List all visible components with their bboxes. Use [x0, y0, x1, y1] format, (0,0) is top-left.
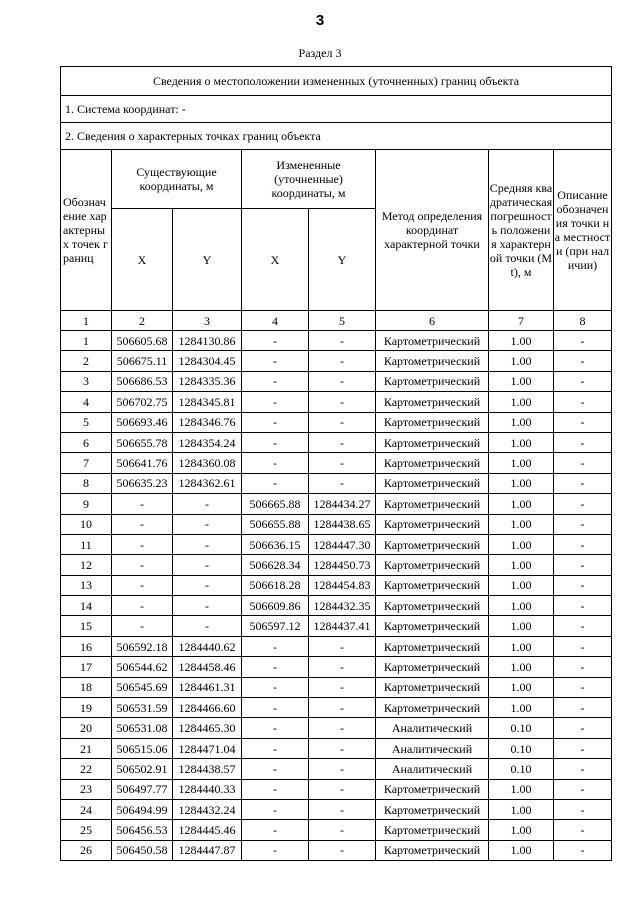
- existing-x: 506545.69: [112, 677, 173, 697]
- changed-x: -: [242, 738, 309, 758]
- table-row: [61, 412, 612, 432]
- description: -: [554, 453, 612, 473]
- existing-x: 506686.53: [112, 371, 173, 391]
- method: Картометрический: [376, 677, 489, 697]
- existing-x: 506702.75: [112, 392, 173, 412]
- table-row: [61, 840, 612, 860]
- changed-x: 506609.86: [242, 596, 309, 616]
- changed-y: -: [309, 779, 376, 799]
- point-number: 17: [61, 657, 112, 677]
- description: -: [554, 473, 612, 493]
- existing-y: 1284466.60: [173, 698, 242, 718]
- table-row: [61, 432, 612, 452]
- table-row: [61, 596, 612, 616]
- header-x-changed: X: [242, 209, 309, 311]
- description: -: [554, 698, 612, 718]
- mean-error: 1.00: [489, 779, 554, 799]
- method: Картометрический: [376, 514, 489, 534]
- mean-error: 1.00: [489, 636, 554, 656]
- existing-x: 506635.23: [112, 473, 173, 493]
- header-description: Описание обозначения точки на местности (при наличии): [554, 150, 612, 311]
- point-number: 5: [61, 412, 112, 432]
- method: Картометрический: [376, 616, 489, 636]
- changed-x: -: [242, 371, 309, 391]
- point-number: 21: [61, 738, 112, 758]
- existing-y: 1284465.30: [173, 718, 242, 738]
- method: Картометрический: [376, 820, 489, 840]
- method: Картометрический: [376, 779, 489, 799]
- table-row: [61, 718, 612, 738]
- existing-x: 506544.62: [112, 657, 173, 677]
- method: Картометрический: [376, 534, 489, 554]
- changed-y: -: [309, 453, 376, 473]
- changed-y: -: [309, 759, 376, 779]
- changed-y: 1284432.35: [309, 596, 376, 616]
- changed-x: -: [242, 473, 309, 493]
- changed-y: 1284450.73: [309, 555, 376, 575]
- point-number: 26: [61, 840, 112, 860]
- header-method: Метод определения координат характерной точки: [376, 150, 489, 311]
- changed-x: -: [242, 636, 309, 656]
- coord-system: 1. Система координат: -: [61, 96, 612, 123]
- mean-error: 1.00: [489, 575, 554, 595]
- method: Картометрический: [376, 575, 489, 595]
- method: Картометрический: [376, 412, 489, 432]
- coord-system-row: [61, 96, 612, 123]
- method: Картометрический: [376, 351, 489, 371]
- description: -: [554, 432, 612, 452]
- column-number: 6: [376, 311, 489, 331]
- method: Картометрический: [376, 494, 489, 514]
- method: Картометрический: [376, 371, 489, 391]
- existing-y: 1284440.62: [173, 636, 242, 656]
- existing-y: 1284445.46: [173, 820, 242, 840]
- changed-y: -: [309, 473, 376, 493]
- mean-error: 1.00: [489, 596, 554, 616]
- point-number: 20: [61, 718, 112, 738]
- table-row: [61, 514, 612, 534]
- existing-x: 506693.46: [112, 412, 173, 432]
- changed-x: -: [242, 718, 309, 738]
- point-number: 4: [61, 392, 112, 412]
- mean-error: 1.00: [489, 799, 554, 819]
- point-number: 7: [61, 453, 112, 473]
- existing-y: 1284360.08: [173, 453, 242, 473]
- description: -: [554, 555, 612, 575]
- existing-x: 506531.59: [112, 698, 173, 718]
- column-number: 2: [112, 311, 173, 331]
- point-number: 13: [61, 575, 112, 595]
- existing-y: -: [173, 616, 242, 636]
- changed-y: -: [309, 799, 376, 819]
- changed-y: -: [309, 657, 376, 677]
- point-number: 8: [61, 473, 112, 493]
- changed-y: -: [309, 331, 376, 351]
- method: Картометрический: [376, 432, 489, 452]
- table-row: [61, 636, 612, 656]
- point-number: 24: [61, 799, 112, 819]
- mean-error: 1.00: [489, 820, 554, 840]
- point-number: 6: [61, 432, 112, 452]
- header-error: Средняя квадратическая погрешность положения характерной точки (Mt), м: [489, 150, 554, 311]
- changed-x: -: [242, 799, 309, 819]
- description: -: [554, 759, 612, 779]
- table-row: [61, 779, 612, 799]
- mean-error: 1.00: [489, 412, 554, 432]
- mean-error: 1.00: [489, 555, 554, 575]
- existing-y: 1284432.24: [173, 799, 242, 819]
- changed-y: -: [309, 412, 376, 432]
- existing-y: 1284346.76: [173, 412, 242, 432]
- changed-x: -: [242, 432, 309, 452]
- point-number: 18: [61, 677, 112, 697]
- mean-error: 1.00: [489, 677, 554, 697]
- existing-x: 506450.58: [112, 840, 173, 860]
- mean-error: 1.00: [489, 616, 554, 636]
- description: -: [554, 392, 612, 412]
- page-number: 3: [315, 12, 325, 29]
- changed-x: 506636.15: [242, 534, 309, 554]
- changed-y: -: [309, 738, 376, 758]
- existing-y: 1284458.46: [173, 657, 242, 677]
- points-heading: 2. Сведения о характерных точках границ объекта: [61, 123, 612, 150]
- existing-y: -: [173, 494, 242, 514]
- changed-y: -: [309, 698, 376, 718]
- existing-x: -: [112, 616, 173, 636]
- changed-y: 1284434.27: [309, 494, 376, 514]
- header-y-changed: Y: [309, 209, 376, 311]
- changed-y: -: [309, 820, 376, 840]
- column-number: 8: [554, 311, 612, 331]
- point-number: 25: [61, 820, 112, 840]
- existing-x: 506592.18: [112, 636, 173, 656]
- point-number: 1: [61, 331, 112, 351]
- existing-x: 506502.91: [112, 759, 173, 779]
- existing-y: 1284440.33: [173, 779, 242, 799]
- description: -: [554, 799, 612, 819]
- changed-x: -: [242, 698, 309, 718]
- table-row: [61, 534, 612, 554]
- table-title-row: [61, 67, 612, 96]
- changed-y: -: [309, 677, 376, 697]
- method: Аналитический: [376, 759, 489, 779]
- existing-y: 1284304.45: [173, 351, 242, 371]
- mean-error: 0.10: [489, 759, 554, 779]
- existing-x: -: [112, 494, 173, 514]
- changed-y: -: [309, 432, 376, 452]
- changed-y: -: [309, 392, 376, 412]
- column-number: 3: [173, 311, 242, 331]
- changed-x: 506628.34: [242, 555, 309, 575]
- description: -: [554, 575, 612, 595]
- description: -: [554, 820, 612, 840]
- table-row: [61, 759, 612, 779]
- mean-error: 1.00: [489, 534, 554, 554]
- existing-y: 1284335.36: [173, 371, 242, 391]
- changed-x: 506665.88: [242, 494, 309, 514]
- existing-x: 506531.08: [112, 718, 173, 738]
- existing-x: -: [112, 575, 173, 595]
- description: -: [554, 494, 612, 514]
- changed-y: -: [309, 371, 376, 391]
- header-existing: Существующие координаты, м: [112, 150, 242, 209]
- existing-y: 1284130.86: [173, 331, 242, 351]
- description: -: [554, 514, 612, 534]
- existing-y: 1284345.81: [173, 392, 242, 412]
- description: -: [554, 718, 612, 738]
- changed-y: -: [309, 840, 376, 860]
- method: Картометрический: [376, 555, 489, 575]
- changed-y: 1284454.83: [309, 575, 376, 595]
- table-row: [61, 738, 612, 758]
- point-number: 15: [61, 616, 112, 636]
- mean-error: 1.00: [489, 657, 554, 677]
- table-row: [61, 677, 612, 697]
- changed-x: 506618.28: [242, 575, 309, 595]
- header-y-existing: Y: [173, 209, 242, 311]
- existing-y: -: [173, 514, 242, 534]
- description: -: [554, 412, 612, 432]
- changed-x: -: [242, 657, 309, 677]
- existing-x: 506655.78: [112, 432, 173, 452]
- column-number: 1: [61, 311, 112, 331]
- point-number: 16: [61, 636, 112, 656]
- changed-x: -: [242, 779, 309, 799]
- method: Картометрический: [376, 596, 489, 616]
- changed-y: -: [309, 636, 376, 656]
- existing-x: 506494.99: [112, 799, 173, 819]
- existing-x: -: [112, 596, 173, 616]
- table-row: [61, 616, 612, 636]
- changed-x: -: [242, 453, 309, 473]
- changed-x: -: [242, 331, 309, 351]
- method: Картометрический: [376, 799, 489, 819]
- description: -: [554, 351, 612, 371]
- column-number-row: [61, 311, 612, 331]
- description: -: [554, 779, 612, 799]
- table-row: [61, 820, 612, 840]
- table-row: [61, 799, 612, 819]
- table-row: [61, 331, 612, 351]
- existing-y: -: [173, 534, 242, 554]
- existing-y: 1284461.31: [173, 677, 242, 697]
- existing-x: -: [112, 555, 173, 575]
- changed-x: -: [242, 392, 309, 412]
- changed-x: -: [242, 351, 309, 371]
- changed-x: -: [242, 840, 309, 860]
- mean-error: 1.00: [489, 473, 554, 493]
- description: -: [554, 616, 612, 636]
- point-number: 10: [61, 514, 112, 534]
- changed-y: -: [309, 351, 376, 371]
- mean-error: 1.00: [489, 840, 554, 860]
- description: -: [554, 840, 612, 860]
- description: -: [554, 534, 612, 554]
- existing-y: -: [173, 575, 242, 595]
- existing-x: 506456.53: [112, 820, 173, 840]
- table-row: [61, 473, 612, 493]
- changed-x: -: [242, 820, 309, 840]
- table-row: [61, 351, 612, 371]
- existing-y: 1284362.61: [173, 473, 242, 493]
- point-number: 9: [61, 494, 112, 514]
- point-number: 2: [61, 351, 112, 371]
- changed-y: -: [309, 718, 376, 738]
- header-designation: Обозначение характерных точек границ: [61, 150, 112, 311]
- description: -: [554, 738, 612, 758]
- section-title: Раздел 3: [298, 46, 342, 60]
- existing-y: 1284447.87: [173, 840, 242, 860]
- existing-x: 506641.76: [112, 453, 173, 473]
- mean-error: 0.10: [489, 718, 554, 738]
- table-row: [61, 494, 612, 514]
- description: -: [554, 371, 612, 391]
- method: Картометрический: [376, 840, 489, 860]
- method: Картометрический: [376, 473, 489, 493]
- existing-y: -: [173, 555, 242, 575]
- table-row: [61, 657, 612, 677]
- description: -: [554, 677, 612, 697]
- existing-y: 1284438.57: [173, 759, 242, 779]
- existing-y: -: [173, 596, 242, 616]
- method: Картометрический: [376, 453, 489, 473]
- mean-error: 1.00: [489, 351, 554, 371]
- method: Картометрический: [376, 331, 489, 351]
- changed-x: 506655.88: [242, 514, 309, 534]
- point-number: 3: [61, 371, 112, 391]
- description: -: [554, 331, 612, 351]
- header-x-existing: X: [112, 209, 173, 311]
- method: Картометрический: [376, 698, 489, 718]
- header-row-1: [61, 150, 612, 209]
- changed-x: 506597.12: [242, 616, 309, 636]
- method: Картометрический: [376, 636, 489, 656]
- existing-y: 1284354.24: [173, 432, 242, 452]
- mean-error: 1.00: [489, 371, 554, 391]
- boundary-points-table: [60, 66, 612, 861]
- description: -: [554, 657, 612, 677]
- mean-error: 1.00: [489, 494, 554, 514]
- table-row: [61, 453, 612, 473]
- mean-error: 1.00: [489, 514, 554, 534]
- table-title: Сведения о местоположении измененных (уточненных) границ объекта: [61, 67, 612, 96]
- existing-x: -: [112, 514, 173, 534]
- table-row: [61, 698, 612, 718]
- header-changed: Измененные (уточненные) координаты, м: [242, 150, 376, 209]
- table-row: [61, 555, 612, 575]
- mean-error: 1.00: [489, 453, 554, 473]
- point-number: 23: [61, 779, 112, 799]
- method: Аналитический: [376, 718, 489, 738]
- description: -: [554, 596, 612, 616]
- changed-x: -: [242, 759, 309, 779]
- mean-error: 1.00: [489, 331, 554, 351]
- point-number: 12: [61, 555, 112, 575]
- point-number: 19: [61, 698, 112, 718]
- point-number: 22: [61, 759, 112, 779]
- method: Аналитический: [376, 738, 489, 758]
- column-number: 5: [309, 311, 376, 331]
- point-number: 14: [61, 596, 112, 616]
- point-number: 11: [61, 534, 112, 554]
- column-number: 4: [242, 311, 309, 331]
- method: Картометрический: [376, 392, 489, 412]
- existing-x: 506605.68: [112, 331, 173, 351]
- existing-x: 506497.77: [112, 779, 173, 799]
- table-row: [61, 371, 612, 391]
- table-row: [61, 575, 612, 595]
- existing-x: 506515.06: [112, 738, 173, 758]
- method: Картометрический: [376, 657, 489, 677]
- changed-y: 1284437.41: [309, 616, 376, 636]
- existing-y: 1284471.04: [173, 738, 242, 758]
- mean-error: 1.00: [489, 432, 554, 452]
- description: -: [554, 636, 612, 656]
- table-row: [61, 392, 612, 412]
- points-heading-row: [61, 123, 612, 150]
- mean-error: 1.00: [489, 698, 554, 718]
- mean-error: 0.10: [489, 738, 554, 758]
- existing-x: 506675.11: [112, 351, 173, 371]
- changed-y: 1284438.65: [309, 514, 376, 534]
- changed-x: -: [242, 677, 309, 697]
- existing-x: -: [112, 534, 173, 554]
- changed-y: 1284447.30: [309, 534, 376, 554]
- column-number: 7: [489, 311, 554, 331]
- changed-x: -: [242, 412, 309, 432]
- mean-error: 1.00: [489, 392, 554, 412]
